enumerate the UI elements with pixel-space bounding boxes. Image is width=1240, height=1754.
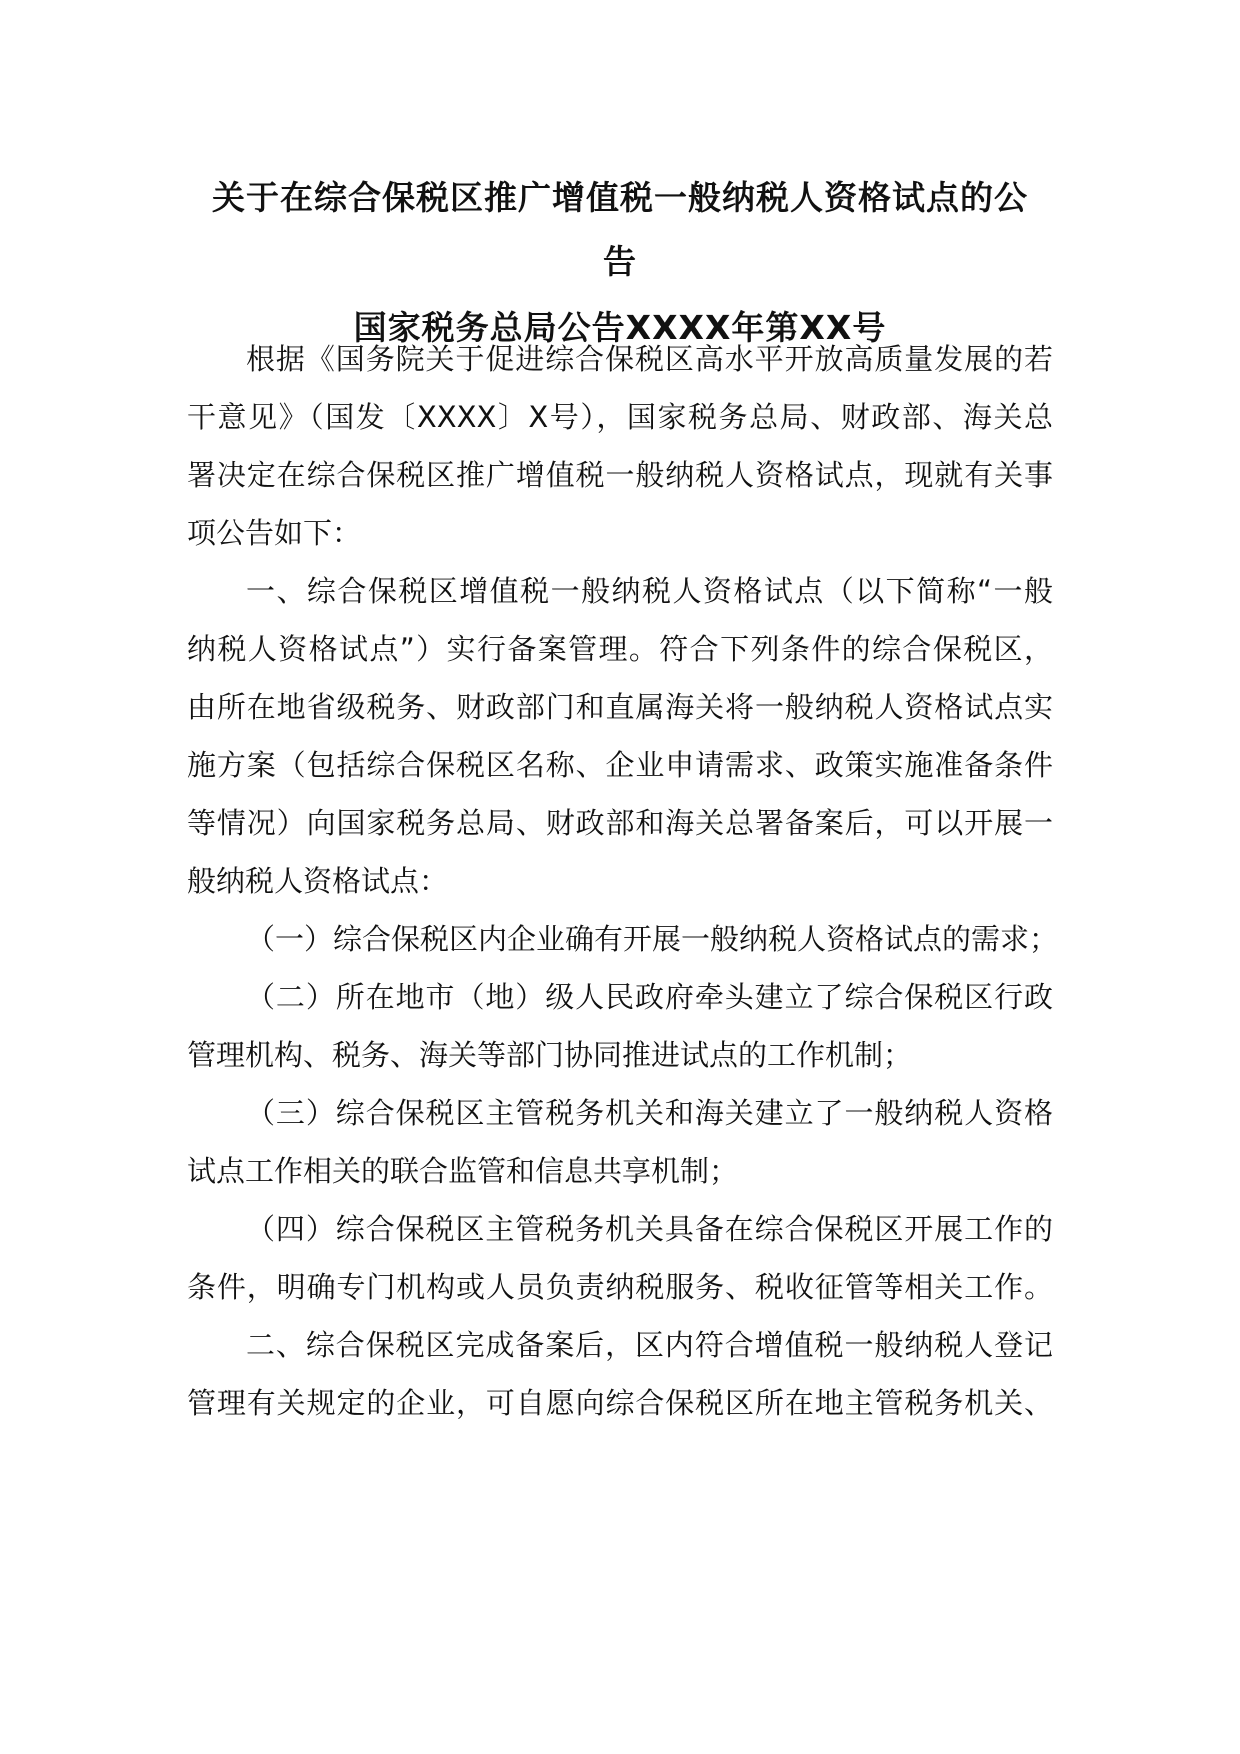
body-line-2: 干意见》（国发〔XXXX〕X号），国家税务总局、财政部、海关总 — [187, 400, 1053, 434]
body-line-17: 条件，明确专门机构或人员负责纳税服务、税收征管等相关工作。 — [187, 1270, 1053, 1304]
body-line-5: 一、综合保税区增值税一般纳税人资格试点（以下简称“一般 — [246, 574, 1053, 608]
body-line-19: 管理有关规定的企业，可自愿向综合保税区所在地主管税务机关、 — [187, 1386, 1053, 1420]
body-line-12: （二）所在地市（地）级人民政府牵头建立了综合保税区行政 — [246, 980, 1053, 1014]
body-line-14: （三）综合保税区主管税务机关和海关建立了一般纳税人资格 — [246, 1096, 1053, 1130]
body-line-6: 纳税人资格试点”）实行备案管理。符合下列条件的综合保税区， — [187, 632, 1053, 666]
document-title-line-1: 关于在综合保税区推广增值税一般纳税人资格试点的公 — [212, 178, 1028, 217]
body-line-8: 施方案（包括综合保税区名称、企业申请需求、政策实施准备条件 — [187, 748, 1053, 782]
body-line-16: （四）综合保税区主管税务机关具备在综合保税区开展工作的 — [246, 1212, 1053, 1246]
body-line-10: 般纳税人资格试点： — [187, 864, 449, 898]
body-line-1: 根据《国务院关于促进综合保税区高水平开放高质量发展的若 — [246, 342, 1053, 376]
body-line-9: 等情况）向国家税务总局、财政部和海关总署备案后，可以开展一 — [187, 806, 1053, 840]
document-title-line-2: 告 — [603, 242, 637, 281]
body-line-3: 署决定在综合保税区推广增值税一般纳税人资格试点，现就有关事 — [187, 458, 1053, 492]
body-line-15: 试点工作相关的联合监管和信息共享机制； — [187, 1154, 739, 1188]
body-line-7: 由所在地省级税务、财政部门和直属海关将一般纳税人资格试点实 — [187, 690, 1053, 724]
document-subtitle: 国家税务总局公告XXXX年第XX号 — [353, 308, 887, 347]
body-line-13: 管理机构、税务、海关等部门协同推进试点的工作机制； — [187, 1038, 913, 1072]
body-line-11: （一）综合保税区内企业确有开展一般纳税人资格试点的需求； — [246, 922, 1059, 956]
body-line-4: 项公告如下： — [187, 516, 362, 550]
body-line-18: 二、综合保税区完成备案后，区内符合增值税一般纳税人登记 — [246, 1328, 1053, 1362]
